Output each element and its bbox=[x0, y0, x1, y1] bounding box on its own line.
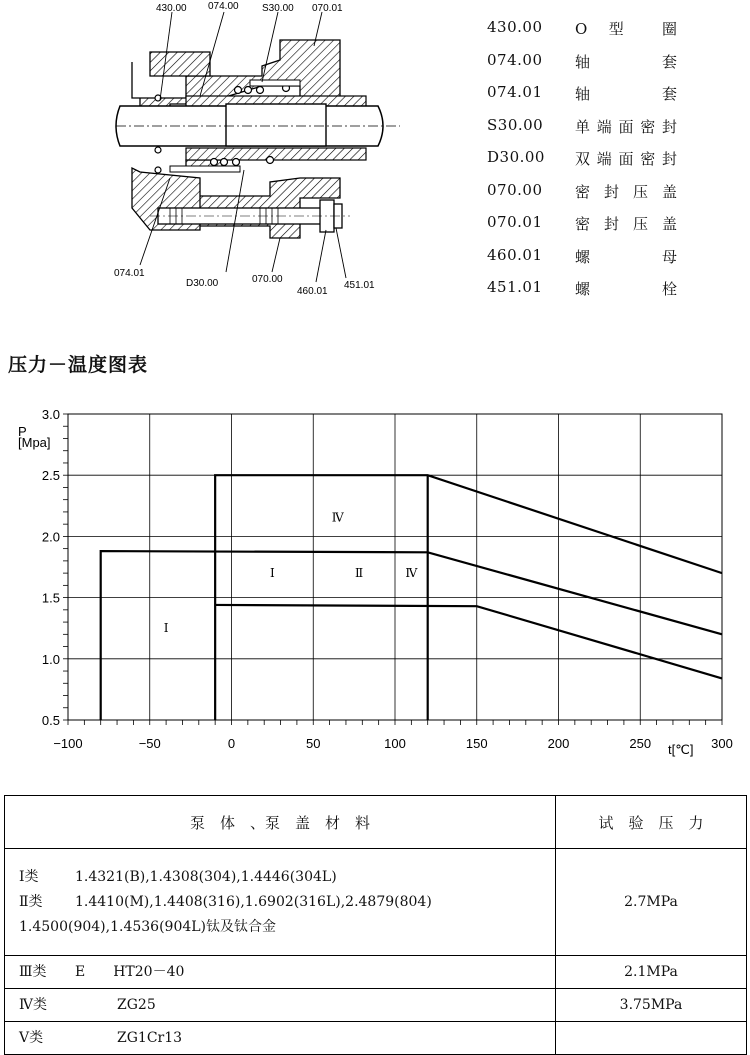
part-code: D30.00 bbox=[487, 148, 545, 166]
callout-460-01: 460.01 bbox=[297, 286, 328, 297]
material-spec: 1.4410(M),1.4408(316),1.6902(316L),2.4879(804) bbox=[75, 893, 432, 910]
x-tick-label: −100 bbox=[53, 736, 83, 751]
material-line bbox=[19, 890, 541, 915]
part-code: 451.01 bbox=[487, 278, 543, 296]
region-label: Ⅳ bbox=[405, 565, 418, 580]
table-row bbox=[5, 1022, 747, 1055]
chart-grid bbox=[68, 414, 722, 720]
pressure-cell: 2.7MPa bbox=[556, 849, 747, 956]
pressure-cell bbox=[556, 1022, 747, 1055]
material-class: Ⅳ类 bbox=[19, 996, 47, 1013]
parts-legend-row bbox=[487, 51, 737, 84]
x-tick-label: 0 bbox=[227, 736, 236, 751]
parts-legend-row bbox=[487, 246, 737, 279]
y-tick-label: 1.5 bbox=[41, 590, 60, 606]
part-code: 074.01 bbox=[487, 83, 543, 101]
material-table bbox=[4, 795, 747, 1055]
material-spec: ZG25 bbox=[75, 996, 156, 1013]
callout-451-01: 451.01 bbox=[344, 280, 375, 291]
part-name: 密封压盖 bbox=[575, 215, 677, 233]
y-axis-label-unit: [Mpa] bbox=[18, 435, 51, 450]
material-cell bbox=[5, 956, 556, 989]
part-code: 460.01 bbox=[487, 245, 543, 264]
x-tick-label: 100 bbox=[384, 736, 406, 751]
callout-070-01: 070.01 bbox=[312, 3, 343, 14]
material-line bbox=[19, 865, 541, 890]
part-name: 轴 套 bbox=[575, 85, 677, 103]
section-title: 压力－温度图表 bbox=[8, 354, 149, 376]
callout-074-01: 074.01 bbox=[114, 268, 145, 279]
y-tick-label: 0.5 bbox=[41, 713, 60, 728]
region-label: Ⅳ bbox=[331, 510, 344, 525]
y-tick-label: 2.5 bbox=[41, 468, 60, 484]
seal-assembly-drawing bbox=[0, 0, 480, 310]
chart-ticks bbox=[42, 407, 733, 751]
material-cell bbox=[5, 989, 556, 1022]
table-row bbox=[5, 989, 747, 1022]
part-name: 螺 母 bbox=[575, 247, 677, 266]
header-material: 泵 体 、泵 盖 材 料 bbox=[5, 796, 556, 849]
pressure-cell: 3.75MPa bbox=[556, 989, 747, 1022]
parts-legend-row bbox=[487, 278, 737, 311]
x-tick-label: 250 bbox=[629, 736, 652, 751]
callout-s30: S30.00 bbox=[262, 3, 294, 14]
parts-legend-row bbox=[487, 148, 737, 181]
material-line bbox=[19, 960, 541, 985]
material-spec: E HT20－40 bbox=[75, 963, 185, 980]
part-code: 070.00 bbox=[487, 180, 543, 199]
material-cell bbox=[5, 849, 556, 956]
parts-legend-row bbox=[487, 213, 737, 246]
parts-legend bbox=[487, 18, 737, 311]
header-pressure: 试 验 压 力 bbox=[556, 796, 747, 849]
part-code: 070.01 bbox=[487, 213, 543, 231]
y-tick-label: 1.0 bbox=[41, 651, 60, 667]
part-code: 074.00 bbox=[487, 50, 543, 69]
part-name: O 型 圈 bbox=[575, 20, 677, 38]
y-tick-label: 2.0 bbox=[41, 529, 60, 545]
part-name: 密封压盖 bbox=[575, 182, 677, 201]
part-name: 轴 套 bbox=[575, 52, 677, 71]
callout-430: 430.00 bbox=[156, 3, 187, 14]
callout-074-00: 074.00 bbox=[208, 1, 239, 12]
material-cell bbox=[5, 1022, 556, 1055]
table-row bbox=[5, 849, 747, 956]
part-code: S30.00 bbox=[487, 115, 544, 134]
x-axis-label: t[℃] bbox=[668, 742, 694, 757]
material-class: Ⅰ类 bbox=[19, 868, 39, 885]
table-row bbox=[5, 956, 747, 989]
material-line bbox=[19, 915, 541, 940]
material-line bbox=[19, 993, 541, 1018]
x-tick-label: 300 bbox=[711, 736, 733, 751]
parts-legend-row bbox=[487, 18, 737, 51]
series-line bbox=[215, 605, 722, 678]
chart-regions bbox=[164, 511, 419, 635]
x-tick-label: −50 bbox=[138, 736, 161, 751]
y-axis-label bbox=[18, 424, 51, 450]
y-tick-label: 3.0 bbox=[41, 407, 60, 422]
callout-d30: D30.00 bbox=[186, 278, 219, 289]
region-label: Ⅰ bbox=[163, 620, 169, 635]
part-name: 双端面密封 bbox=[575, 150, 677, 168]
material-spec: 1.4500(904),1.4536(904L)钛及钛合金 bbox=[19, 918, 277, 935]
material-line bbox=[19, 1026, 541, 1051]
pressure-cell: 2.1MPa bbox=[556, 956, 747, 989]
table-header-row bbox=[5, 796, 747, 849]
region-label: Ⅱ bbox=[354, 565, 364, 580]
pressure-temperature-chart bbox=[0, 398, 750, 763]
x-tick-label: 150 bbox=[465, 736, 488, 751]
material-spec: ZG1Cr13 bbox=[75, 1029, 183, 1046]
part-name: 单端面密封 bbox=[575, 117, 677, 136]
part-code: 430.00 bbox=[487, 18, 543, 36]
y-axis-label-p: P bbox=[18, 424, 27, 439]
parts-legend-row bbox=[487, 116, 737, 149]
parts-legend-row bbox=[487, 181, 737, 214]
material-class: Ⅴ类 bbox=[19, 1029, 44, 1046]
material-class: Ⅲ类 bbox=[19, 963, 47, 980]
region-label: Ⅰ bbox=[270, 565, 275, 580]
callout-070-00: 070.00 bbox=[252, 274, 283, 285]
part-name: 螺 栓 bbox=[575, 280, 677, 298]
x-tick-label: 50 bbox=[306, 736, 321, 751]
parts-legend-row bbox=[487, 83, 737, 116]
material-class: Ⅱ类 bbox=[19, 893, 43, 910]
x-tick-label: 200 bbox=[547, 736, 570, 751]
material-spec: 1.4321(B),1.4308(304),1.4446(304L) bbox=[75, 868, 337, 885]
